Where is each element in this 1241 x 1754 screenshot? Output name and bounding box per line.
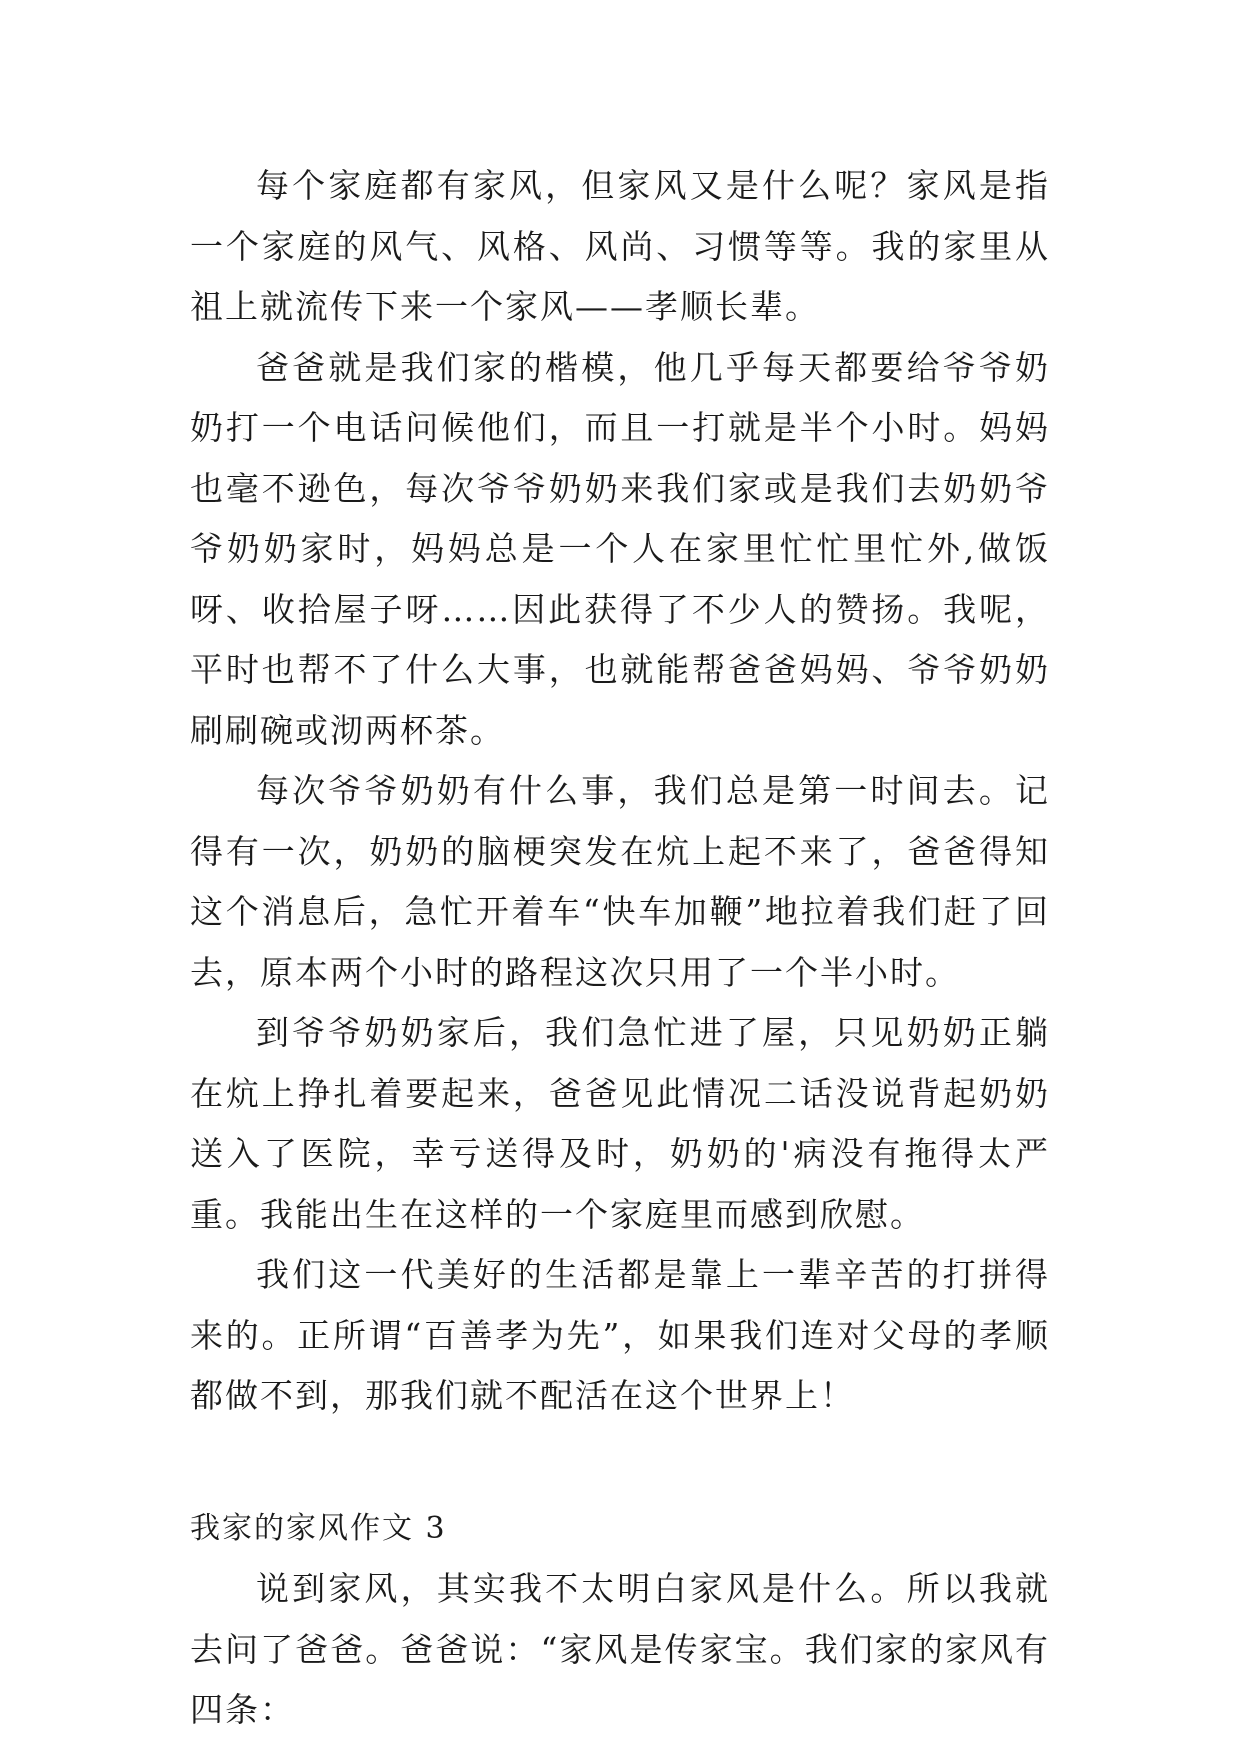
paragraph-5: 我们这一代美好的生活都是靠上一辈辛苦的打拼得来的。正所谓“百善孝为先”，如果我们连对父母的孝顺都做不到，那我们就不配活在这个世界上！ (190, 1255, 1050, 1415)
section-heading: 我家的家风作文 3 (190, 1510, 447, 1546)
document-body (190, 156, 1050, 1741)
paragraph-1: 每个家庭都有家风，但家风又是什么呢？家风是指一个家庭的风气、风格、风尚、习惯等等。我的家里从祖上就流传下来一个家风——孝顺长辈。 (190, 166, 1050, 326)
paragraph-4: 到爷爷奶奶家后，我们急忙进了屋，只见奶奶正躺在炕上挣扎着要起来，爸爸见此情况二话没说背起奶奶送入了医院，幸亏送得及时，奶奶的'病没有拖得太严重。我能出生在这样的一个家庭里而感到欣慰。 (190, 1013, 1050, 1234)
section-paragraph-1: 说到家风，其实我不太明白家风是什么。所以我就去问了爸爸。爸爸说：“家风是传家宝。我们家的家风有四条： (190, 1569, 1050, 1729)
paragraph-3: 每次爷爷奶奶有什么事，我们总是第一时间去。记得有一次，奶奶的脑梗突发在炕上起不来了，爸爸得知这个消息后，急忙开着车“快车加鞭”地拉着我们赶了回去，原本两个小时的路程这次只用了一个半小时。 (190, 771, 1050, 992)
paragraph-2: 爸爸就是我们家的楷模，他几乎每天都要给爷爷奶奶打一个电话问候他们，而且一打就是半个小时。妈妈也毫不逊色，每次爷爷奶奶来我们家或是我们去奶奶爷爷奶奶家时，妈妈总是一个人在家里忙忙里忙外,做饭呀、收拾屋子呀……因此获得了不少人的赞扬。我呢，平时也帮不了什么大事，也就能帮爸爸妈妈、爷爷奶奶刷刷碗或沏两杯茶。 (190, 347, 1050, 750)
